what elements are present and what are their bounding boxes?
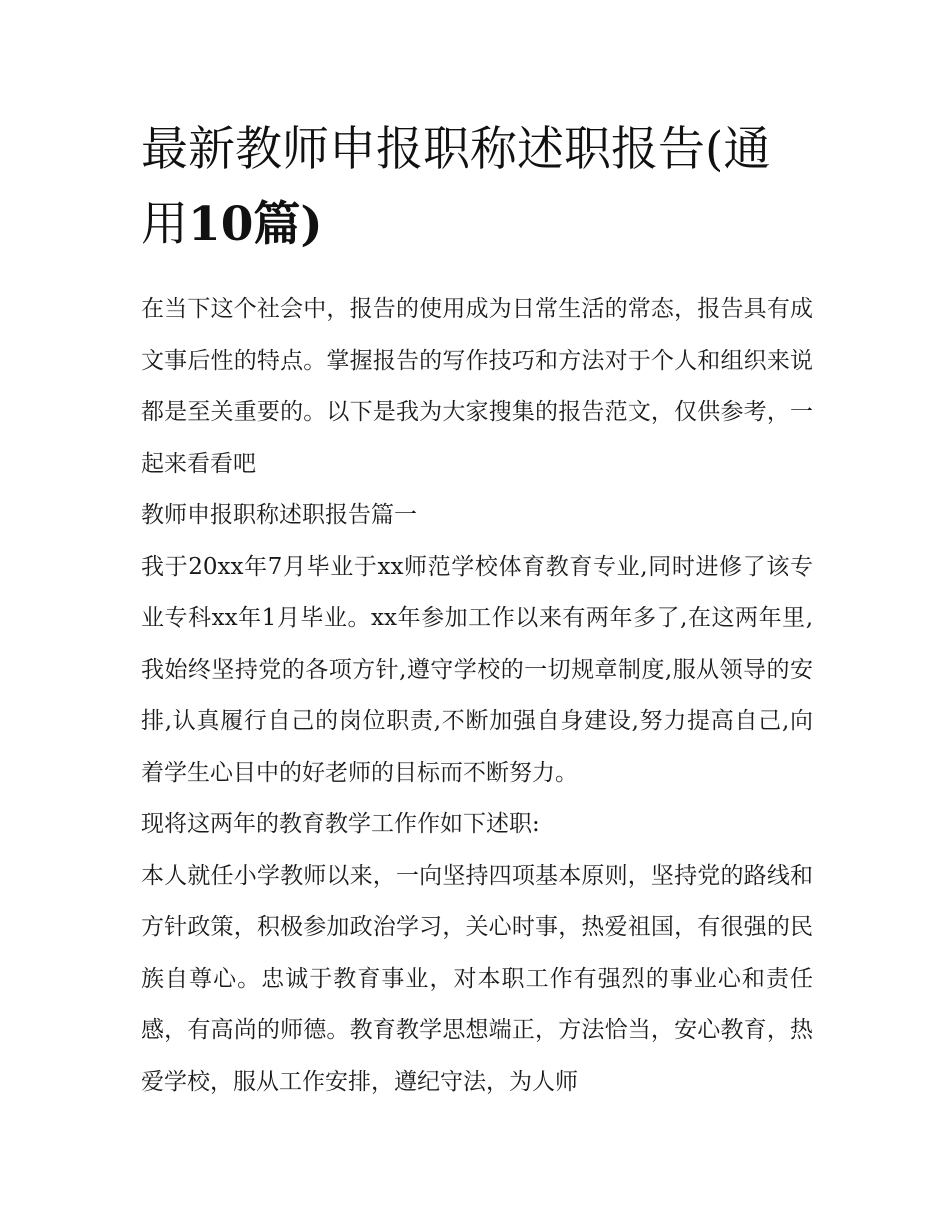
body-paragraph: 我于20xx年7月毕业于xx师范学校体育教育专业,同时进修了该专业专科xx年1月毕业。xx年参加工作以来有两年多了,在这两年里,我始终坚持党的各项方针,遵守学校的一切规章制度,服从领导的安排,认真履行自己的岗位职责,不断加强自身建设,努力提高自己,向着学生心目中的好老师的目标而不断努力。	[141, 553, 813, 786]
intro-paragraph: 在当下这个社会中，报告的使用成为日常生活的常态，报告具有成文事后性的特点。掌握报告的写作技巧和方法对于个人和组织来说都是至关重要的。以下是我为大家搜集的报告范文，仅供参考，一起来看看吧	[141, 296, 813, 477]
document-title-bold-part: 10篇)	[188, 197, 323, 252]
body-paragraph: 本人就任小学教师以来，一向坚持四项基本原则，坚持党的路线和方针政策，积极参加政治学习，关心时事，热爱祖国，有很强的民族自尊心。忠诚于教育事业，对本职工作有强烈的事业心和责任感，有高尚的师德。教育教学思想端正，方法恰当，安心教育，热爱学校，服从工作安排，遵纪守法，为人师	[141, 862, 813, 1095]
body-paragraph: 现将这两年的教育教学工作作如下述职:	[141, 811, 540, 837]
document-body	[141, 112, 813, 1108]
document-title: 最新教师申报职称述职报告(通用10篇)	[141, 122, 771, 252]
section-heading: 教师申报职称述职报告篇一	[141, 502, 417, 528]
